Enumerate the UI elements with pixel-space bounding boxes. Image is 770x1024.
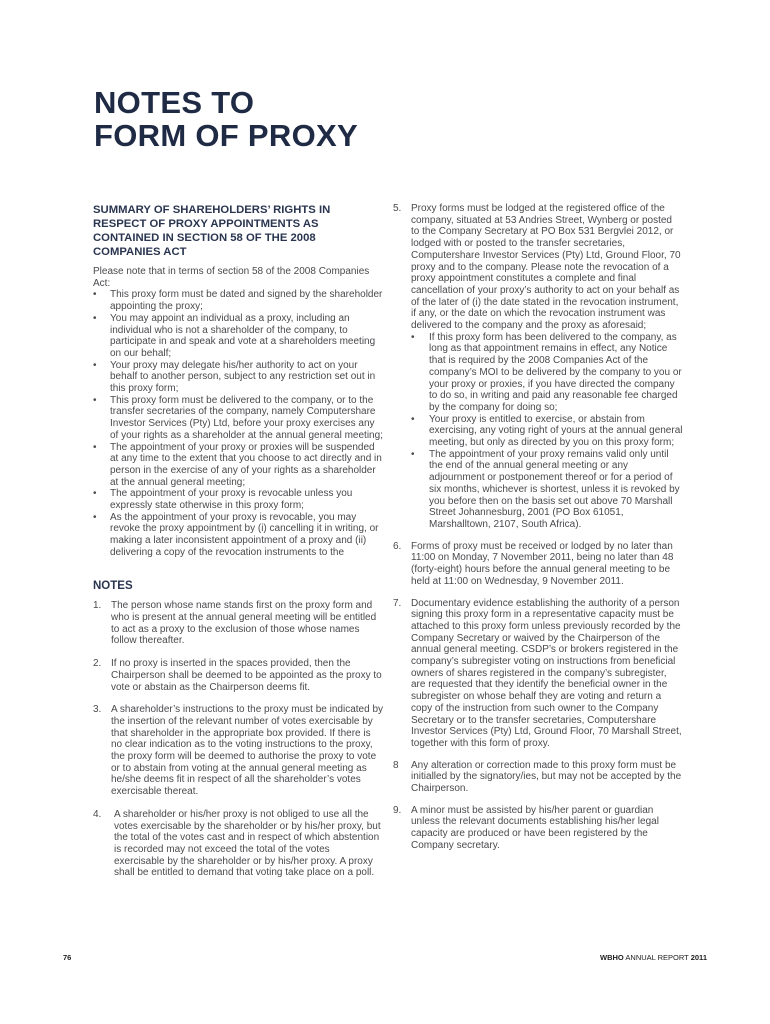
note-number: 2.: [93, 658, 102, 670]
note-item-7: [393, 598, 683, 750]
summary-bullet: • You may appoint an individual as a proxy, including an individual who is not a shareholder of the company, to participate in and speak and vote at a shareholders meeting on our behalf;: [93, 313, 383, 360]
footer-brand: WBHO: [599, 953, 624, 962]
note-item-3: [93, 704, 383, 798]
footer-report: ANNUAL REPORT: [625, 953, 689, 962]
note-item-5: [393, 203, 683, 531]
note-text: A shareholder’s instructions to the proxy must be indicated by the insertion of the relevant number of votes exercisable by that shareholder in the appropriate box provided. If there is no clear indication as to the voting instructions to the proxy, the proxy form will be deemed to authorise the proxy to vote or to abstain from voting at the annual general meeting as he/she deems fit in respect of all the shareholder’s votes exercisable thereat.: [111, 704, 384, 798]
summary-bullet: • As the appointment of your proxy is revocable, you may revoke the proxy appointment by (i) cancelling it in writing, or making a later inconsistent appointment of a proxy and (ii) delivering a copy of the revocation instruments to the: [93, 512, 383, 559]
footer-report-title: [600, 953, 707, 962]
note-number: 4.: [93, 808, 102, 820]
note-text: A minor must be assisted by his/her parent or guardian unless the relevant documents establishing his/her legal capacity are produced or have been registered by the Company secretary.: [411, 804, 659, 851]
note-text: Proxy forms must be lodged at the registered office of the company, situated at 53 Andries Street, Wynberg or posted to the Company Secretary at PO Box 531 Bergvlei 2012, or lodged with or posted to the transfer secretaries, Computershare Investor Services (Pty) Ltd, Ground Floor, 70 proxy and to the company. Please note the revocation of a proxy appointment constitutes a complete and final cancellation of your proxy’s authority to act on your behalf as of the later of (i) the date stated in the revocation instrument, if any, or the date on which the revocation instrument was delivered to the company and the proxy as aforesaid;: [411, 203, 681, 332]
note-number: 7.: [393, 597, 402, 609]
note-5-bullet: • The appointment of your proxy remains valid only until the end of the annual general meeting or any adjournment or postponement thereof or for a period of six months, whichever is shortest, unless it is revoked by you before then on the basis set out above 70 Marshall Street Johannesburg, 2001 (PO Box 61051, Marshalltown, 2107, South Africa).: [411, 449, 683, 531]
note-text: A shareholder or his/her proxy is not obliged to use all the votes exercisable by the shareholder or by his/her proxy, but the total of the votes cast and in respect of which abstention is recorded may not exceed the total of the votes exercisable by the shareholder or by his/her proxy. A proxy shall be entitled to demand that voting take place on a poll.: [114, 808, 381, 879]
note-item-6: [393, 541, 683, 588]
notes-heading: NOTES: [93, 579, 133, 592]
note-number: 5.: [393, 203, 402, 214]
page-title: [94, 86, 358, 152]
page-number: 76: [63, 953, 72, 962]
note-item-1: [93, 600, 383, 647]
note-item-4: [93, 809, 383, 879]
summary-bullet-list: [93, 289, 383, 558]
summary-bullet: • Your proxy may delegate his/her authority to act on your behalf to another person, subject to any restriction set out in this proxy form;: [93, 360, 383, 395]
note-item-9: [393, 805, 683, 852]
page-title-line-1: NOTES TO: [94, 85, 255, 120]
note-number: 3.: [93, 704, 102, 716]
summary-bullet: • The appointment of your proxy or proxies will be suspended at any time to the extent that you choose to act directly and in person in the exercise of any of your rights as a shareholder at the annual general meeting;: [93, 442, 383, 489]
note-item-8: [393, 760, 683, 795]
right-column: [393, 203, 683, 862]
note-5-bullet-list: [411, 332, 683, 531]
summary-heading: SUMMARY OF SHAREHOLDERS’ RIGHTS IN RESPECT OF PROXY APPOINTMENTS AS CONTAINED IN SECTION 58 OF THE 2008 COMPANIES ACT: [93, 204, 331, 258]
summary-bullet: • The appointment of your proxy is revocable unless you expressly state otherwise in this proxy form;: [93, 488, 383, 511]
note-number: 6.: [393, 540, 402, 552]
note-item-2: [93, 658, 383, 693]
note-text: The person whose name stands first on the proxy form and who is present at the annual general meeting will be entitled to act as a proxy to the exclusion of those whose names follow thereafter.: [111, 600, 377, 647]
note-text: Any alteration or correction made to this proxy form must be initialled by the signatory/ies, but may not be accepted by the Chairperson.: [411, 759, 682, 795]
note-number: 8: [393, 759, 399, 771]
note-5-bullet: • Your proxy is entitled to exercise, or abstain from exercising, any voting right of yours at the annual general meeting, but only as directed by you on this proxy form;: [411, 414, 683, 449]
note-5-bullet: • If this proxy form has been delivered to the company, as long as that appointment remains in effect, any Notice that is required by the 2008 Companies Act of the company’s MOI to be delivered by the company to you or your proxy or proxies, if you have directed the company to do so, in writing and paid any reasonable fee charged by the company for doing so;: [411, 332, 683, 414]
left-column: [93, 203, 383, 890]
note-text: Documentary evidence establishing the authority of a person signing this proxy form in a representative capacity must be attached to this proxy form unless previously recorded by the Company Secretary or waived by the Chairperson of the annual general meeting. CSDP’s or brokers registered in the company’s subregister voting on instructions from beneficial owners of shares registered in the company’s subregister, are requested that they identify the beneficial owner in the subregister on whose behalf they are voting and return a copy of the instruction from such owner to the Company Secretary or to the transfer secretaries, Computershare Investor Services (Pty) Ltd, Ground Floor, 70 Marshall Street, together with this form of proxy.: [411, 597, 682, 749]
note-number: 9.: [393, 804, 402, 816]
summary-bullet: • This proxy form must be delivered to the company, or to the transfer secretaries of the company, namely Computershare Investor Services (Pty) Ltd, before your proxy exercises any of your rights as a shareholder at the annual general meeting;: [93, 395, 383, 442]
summary-bullet: • This proxy form must be dated and signed by the shareholder appointing the proxy;: [93, 289, 383, 312]
footer-year: 2011: [690, 953, 707, 962]
page-title-line-2: FORM OF PROXY: [94, 118, 358, 153]
note-text: Forms of proxy must be received or lodged by no later than 11:00 on Monday, 7 November 2011, being no later than 48 (forty-eight) hours before the annual general meeting to be held at 11:00 on Wednesday, 9 November 2011.: [411, 540, 674, 587]
note-text: If no proxy is inserted in the spaces provided, then the Chairperson shall be deemed to be appointed as the proxy to vote or abstain as the Chairperson deems fit.: [111, 658, 382, 693]
summary-intro: Please note that in terms of section 58 of the 2008 Companies Act:: [93, 266, 370, 289]
note-number: 1.: [93, 600, 102, 612]
